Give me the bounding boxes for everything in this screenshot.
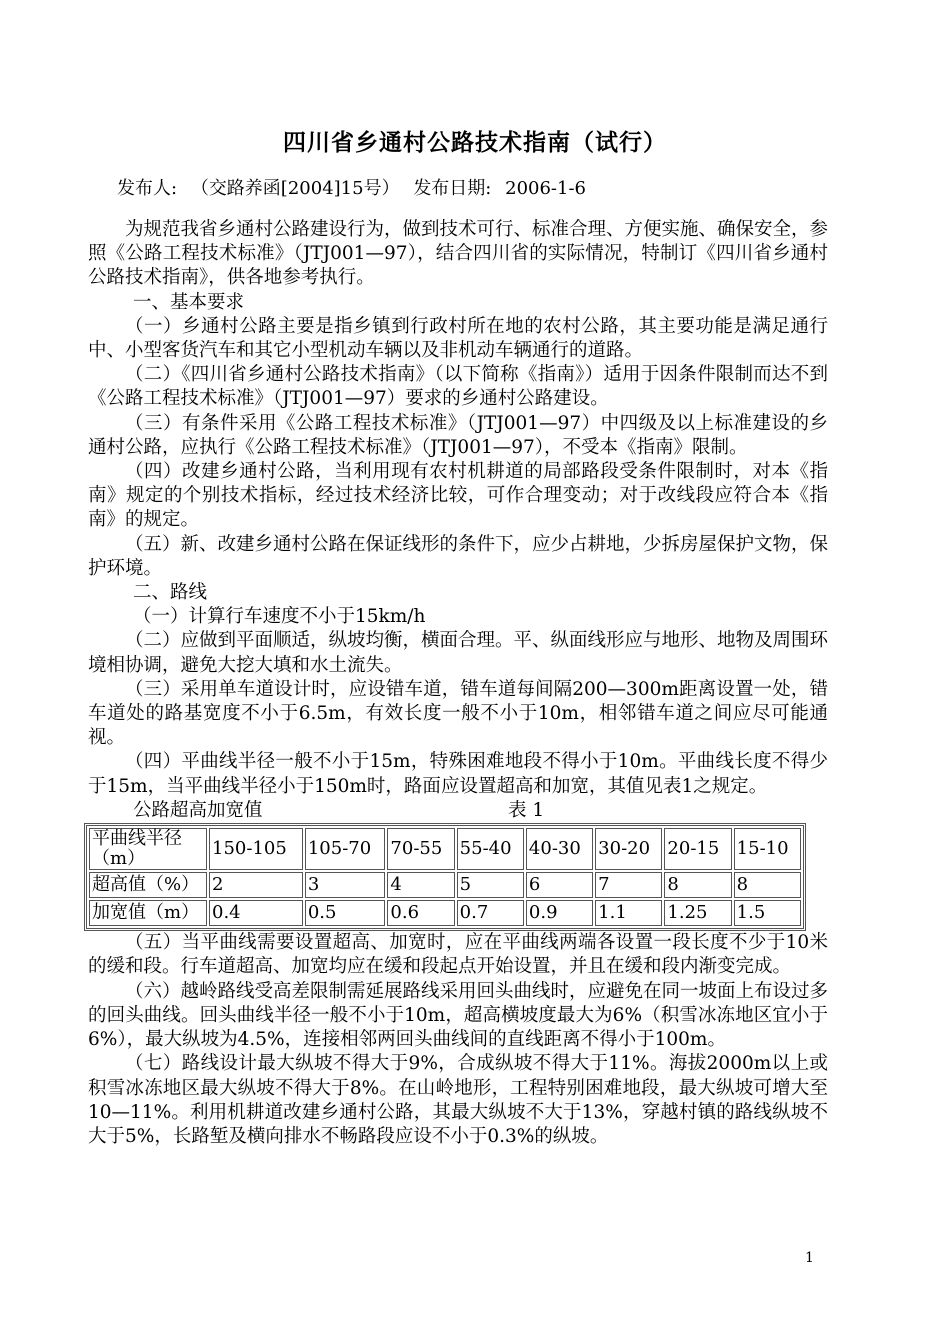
table-cell: 40-30 bbox=[526, 828, 593, 870]
publisher-label: 发布人: bbox=[117, 178, 178, 199]
date-label: 发布日期: bbox=[413, 178, 492, 199]
table-row-label: 超高值（%） bbox=[89, 872, 207, 898]
table-number: 表 1 bbox=[508, 799, 545, 821]
table-cell: 0.7 bbox=[457, 900, 524, 926]
table-cell: 8 bbox=[734, 872, 801, 898]
table-cell: 0.6 bbox=[387, 900, 454, 926]
table-cell: 70-55 bbox=[387, 828, 454, 870]
paragraph: （二）《四川省乡通村公路技术指南》（以下简称《指南》）适用于因条件限制而达不到《公路工程技术标准》（JTJ001—97）要求的乡通村公路建设。 bbox=[88, 364, 828, 410]
superelevation-widening-table bbox=[84, 823, 806, 931]
table-cell: 15-10 bbox=[734, 828, 801, 870]
intro-paragraph: 为规范我省乡通村公路建设行为，做到技术可行、标准合理、方便实施、确保安全，参照《公路工程技术标准》（JTJ001—97），结合四川省的实际情况，特制订《四川省乡通村公路技术指南》，供各地参考执行。 bbox=[88, 219, 829, 289]
table-cell: 8 bbox=[664, 872, 731, 898]
paragraph: （三）有条件采用《公路工程技术标准》（JTJ001—97）中四级及以上标准建设的乡通村公路，应执行《公路工程技术标准》（JTJ001—97），不受本《指南》限制。 bbox=[88, 412, 828, 458]
body-text bbox=[88, 218, 828, 1149]
paragraph: （一）计算行车速度不小于15km/h bbox=[133, 606, 426, 628]
table-row bbox=[89, 828, 801, 870]
paragraph: （六）越岭路线受高差限制需延展路线采用回头曲线时，应避免在同一坡面上布设过多的回头曲线。回头曲线半径一般不小于10m，超高横坡度最大为6%（积雪冰冻地区宜小于6%），最大纵坡为4.5%，连接相邻两回头曲线间的直线距离不得小于100m。 bbox=[88, 980, 829, 1051]
table-cell: 5 bbox=[457, 872, 524, 898]
paragraph: （七）路线设计最大纵坡不得大于9%，合成纵坡不得大于11%。海拔2000m以上或积雪冰冻地区最大纵坡不得大于8%。在山岭地形，工程特别困难地段，最大纵坡可增大至10—11%。利用机耕道改建乡通村公路，其最大纵坡不大于13%，穿越村镇的路线纵坡不大于5%，长路堑及横向排水不畅路段应设不小于0.3%的纵坡。 bbox=[88, 1053, 828, 1147]
paragraph: （二）应做到平面顺适，纵坡均衡，横面合理。平、纵面线形应与地形、地物及周围环境相协调，避免大挖大填和水土流失。 bbox=[88, 630, 829, 676]
table-cell: 0.5 bbox=[305, 900, 386, 926]
table-header-label: 平曲线半径（m） bbox=[89, 828, 207, 870]
document-title: 四川省乡通村公路技术指南（试行） bbox=[283, 129, 667, 156]
table-cell: 105-70 bbox=[305, 828, 386, 870]
paragraph: （五）新、改建乡通村公路在保证线形的条件下，应少占耕地，少拆房屋保护文物，保护环境。 bbox=[88, 533, 829, 579]
table-row bbox=[89, 900, 801, 926]
paragraph: （五）当平曲线需要设置超高、加宽时，应在平曲线两端各设置一段长度不少于10米的缓和段。行车道超高、加宽均应在缓和段起点开始设置，并且在缓和段内渐变完成。 bbox=[88, 932, 828, 978]
table-cell: 1.25 bbox=[664, 900, 731, 926]
paragraph: （三）采用单车道设计时，应设错车道，错车道每间隔200—300m距离设置一处，错车道处的路基宽度不小于6.5m，有效长度一般不小于10m，相邻错车道之间应尽可能通视。 bbox=[88, 678, 828, 749]
table-cell: 150-105 bbox=[209, 828, 303, 870]
table-cell: 1.1 bbox=[595, 900, 662, 926]
table-title: 公路超高加宽值 bbox=[133, 799, 263, 821]
table-cell: 3 bbox=[305, 872, 386, 898]
table-cell: 0.4 bbox=[209, 900, 303, 926]
publish-info bbox=[117, 174, 594, 200]
table-cell: 2 bbox=[209, 872, 303, 898]
table-caption bbox=[88, 799, 828, 823]
table-row bbox=[89, 872, 801, 898]
section-heading: 一、基本要求 bbox=[133, 291, 245, 313]
table-cell: 0.9 bbox=[526, 900, 593, 926]
date-value: 2006-1-6 bbox=[505, 178, 587, 199]
publisher-value: （交路养函[2004]15号） bbox=[190, 178, 400, 199]
paragraph: （四）平曲线半径一般不小于15m，特殊困难地段不得小于10m。平曲线长度不得少于15m，当平曲线半径小于150m时，路面应设置超高和加宽，其值见表1之规定。 bbox=[88, 751, 828, 797]
page-number: 1 bbox=[805, 1250, 814, 1266]
table-cell: 4 bbox=[387, 872, 454, 898]
paragraph: （一）乡通村公路主要是指乡镇到行政村所在地的农村公路，其主要功能是满足通行中、小型客货汽车和其它小型机动车辆以及非机动车辆通行的道路。 bbox=[88, 315, 828, 362]
paragraph: （四）改建乡通村公路，当利用现有农村机耕道的局部路段受条件限制时，对本《指南》规定的个别技术指标，经过技术经济比较，可作合理变动；对于改线段应符合本《指南》的规定。 bbox=[88, 461, 828, 531]
table-cell: 1.5 bbox=[734, 900, 801, 926]
section-heading: 二、路线 bbox=[133, 582, 208, 604]
table-cell: 6 bbox=[526, 872, 593, 898]
table-cell: 20-15 bbox=[664, 828, 731, 870]
table-cell: 7 bbox=[595, 872, 662, 898]
table-cell: 30-20 bbox=[595, 828, 662, 870]
table-row-label: 加宽值（m） bbox=[89, 900, 207, 926]
table-cell: 55-40 bbox=[457, 828, 524, 870]
